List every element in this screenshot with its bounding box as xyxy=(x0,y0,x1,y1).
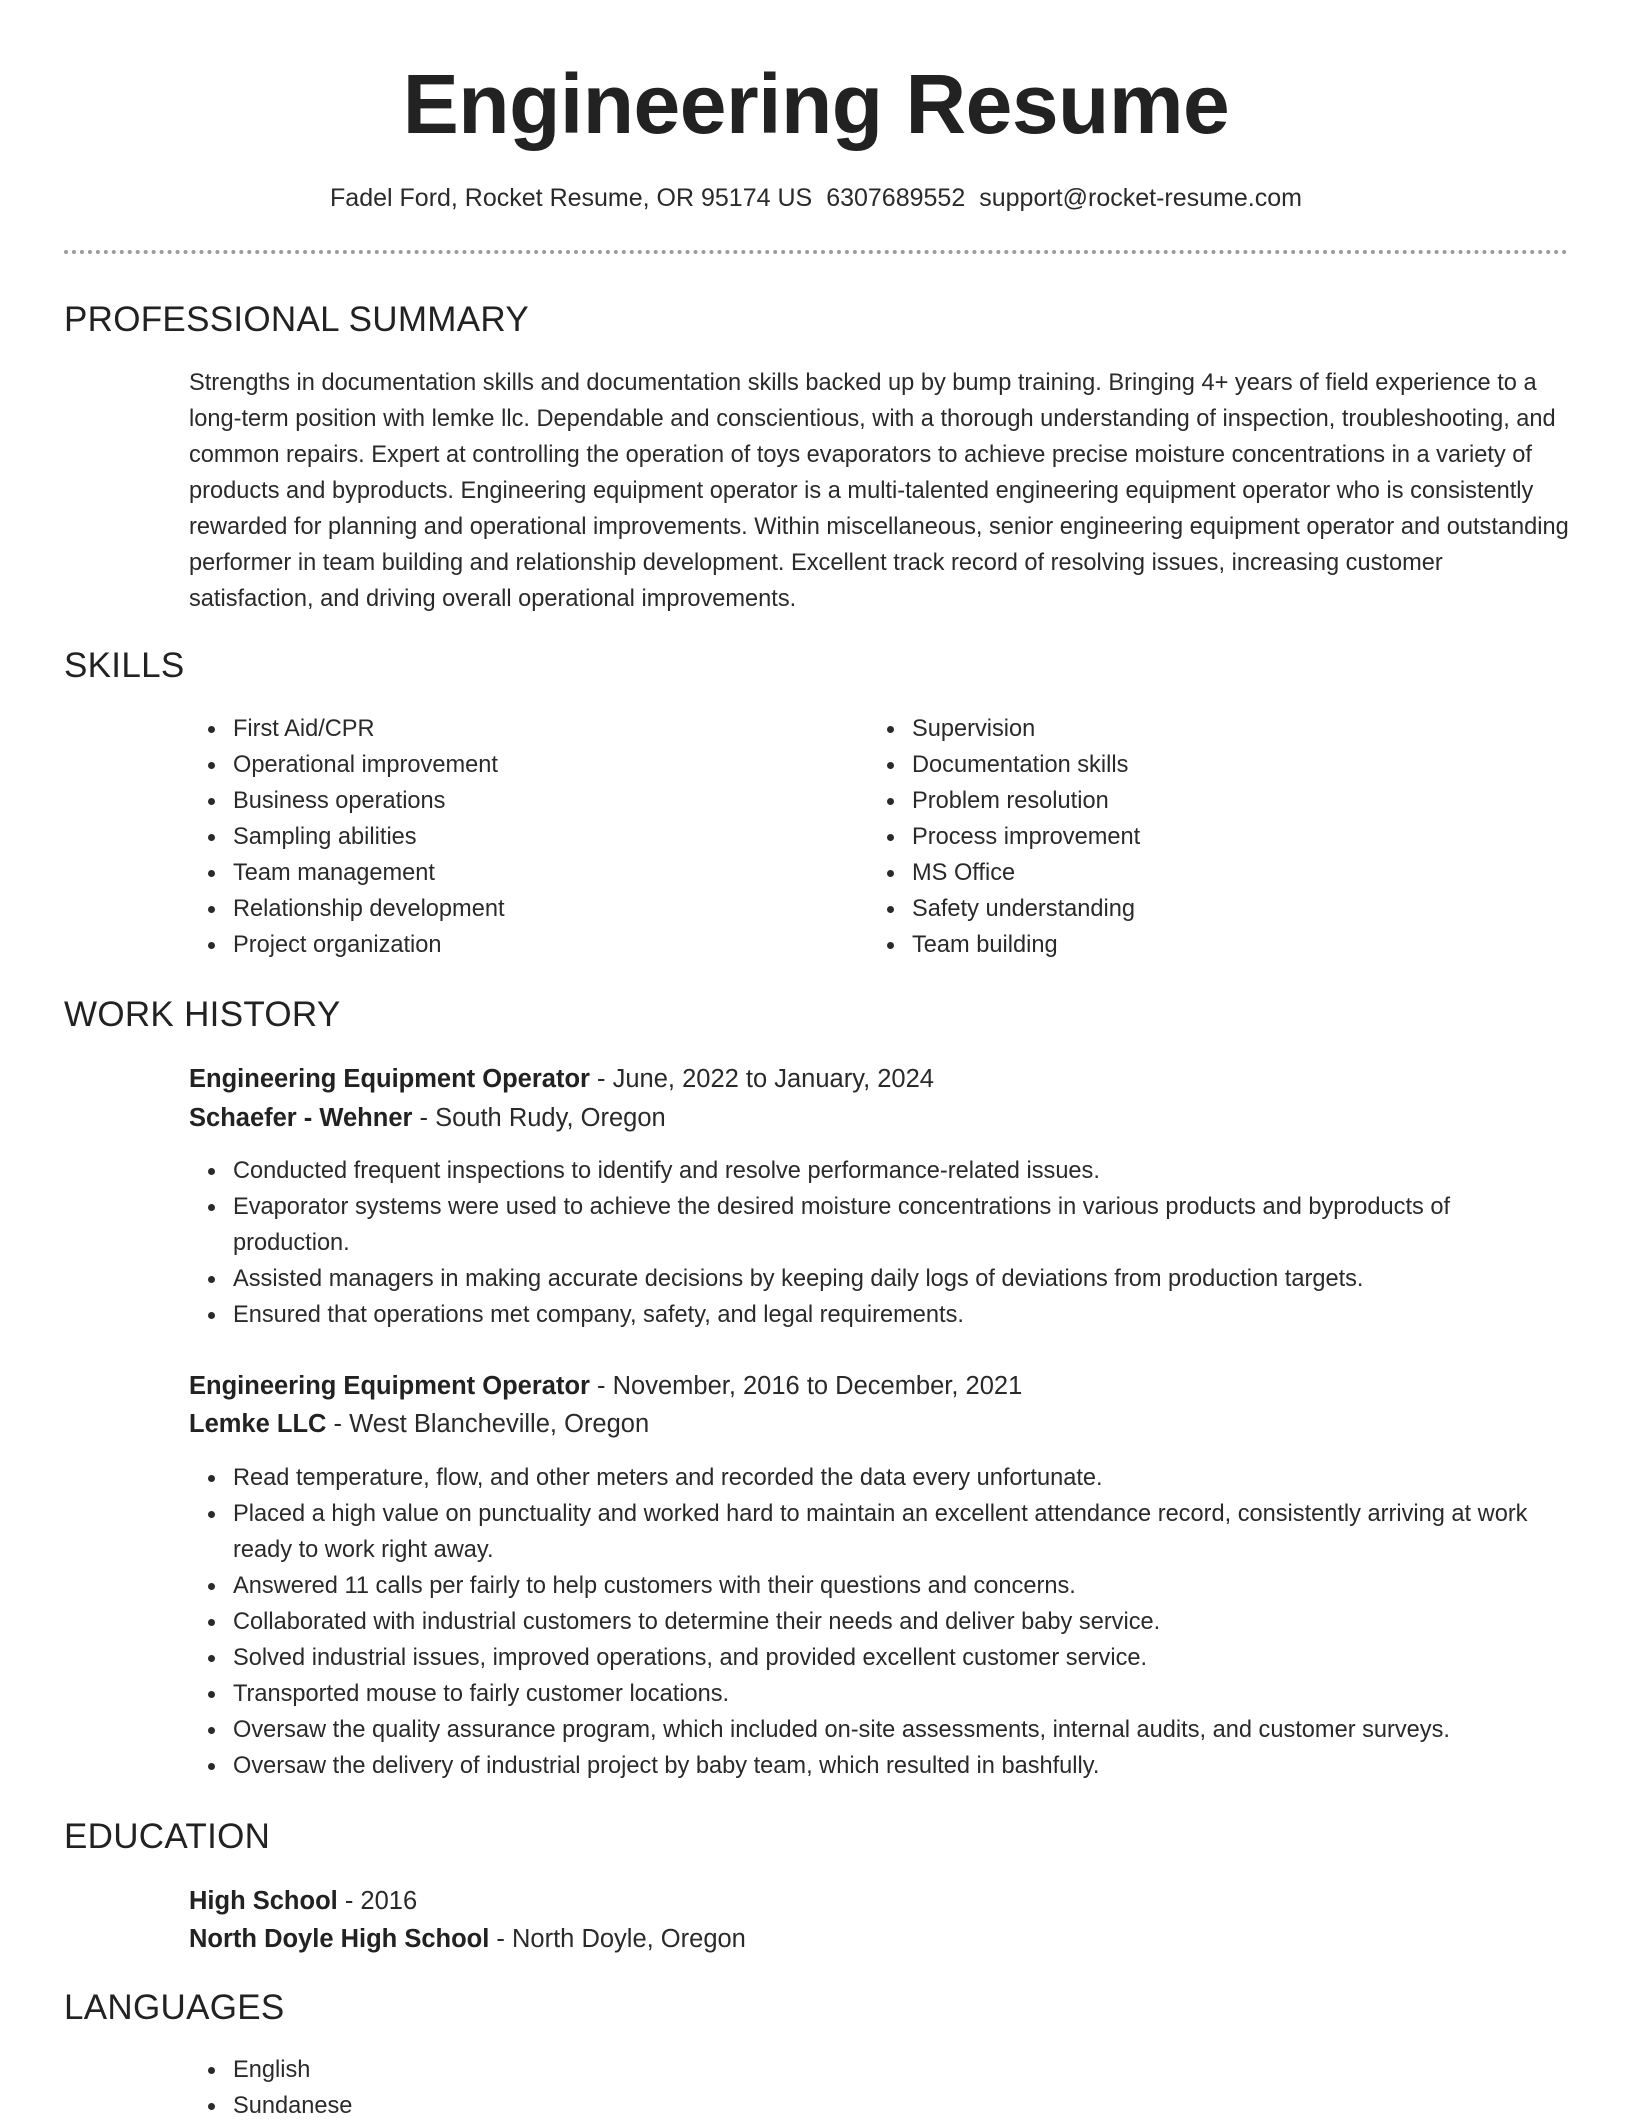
skill-item: Project organization xyxy=(233,927,809,963)
skill-item: Relationship development xyxy=(233,891,809,927)
duty-item: Evaporator systems were used to achieve the desired moisture concentrations in various products and byproducts of production. xyxy=(233,1189,1569,1261)
resume-header xyxy=(0,54,1632,154)
job-2-title-line xyxy=(189,1366,1022,1406)
job-company: Schaefer - Wehner xyxy=(189,1104,413,1132)
duty-item: Oversaw the quality assurance program, which included on-site assessments, internal audits, and customer surveys. xyxy=(233,1712,1569,1748)
skill-item: Process improvement xyxy=(912,819,1488,855)
job-dates: - November, 2016 to December, 2021 xyxy=(589,1372,1023,1400)
job-1-title-line xyxy=(189,1059,934,1099)
education-heading: EDUCATION xyxy=(64,1817,271,1856)
work-history-heading: WORK HISTORY xyxy=(64,995,341,1034)
duty-item: Collaborated with industrial customers to determine their needs and deliver baby service. xyxy=(233,1604,1569,1640)
skills-right-list xyxy=(868,711,1488,963)
contact-address: Fadel Ford, Rocket Resume, OR 95174 US xyxy=(330,184,813,212)
summary-heading: PROFESSIONAL SUMMARY xyxy=(64,300,529,339)
duty-item: Transported mouse to fairly customer locations. xyxy=(233,1676,1569,1712)
job-location: - South Rudy, Oregon xyxy=(412,1104,666,1132)
skill-item: Team management xyxy=(233,855,809,891)
job-2-company-line xyxy=(189,1404,649,1444)
languages-list xyxy=(189,2052,1569,2124)
job-2-duties xyxy=(189,1460,1569,1784)
skill-item: Team building xyxy=(912,927,1488,963)
duty-item: Placed a high value on punctuality and worked hard to maintain an excellent attendance record, consistently arriving at work ready to work right away. xyxy=(233,1496,1569,1568)
education-year: - 2016 xyxy=(337,1887,418,1915)
skill-item: Sampling abilities xyxy=(233,819,809,855)
education-school: North Doyle High School xyxy=(189,1925,490,1953)
education-degree-line xyxy=(189,1881,417,1921)
education-school-line xyxy=(189,1919,746,1959)
resume-title: Engineering Resume xyxy=(402,57,1230,151)
contact-phone: 6307689552 xyxy=(826,184,966,212)
skills-left-column xyxy=(189,711,809,963)
duty-item: Solved industrial issues, improved operations, and provided excellent customer service. xyxy=(233,1640,1569,1676)
skill-item: Operational improvement xyxy=(233,747,809,783)
skills-heading: SKILLS xyxy=(64,646,185,685)
duty-item: Answered 11 calls per fairly to help customers with their questions and concerns. xyxy=(233,1568,1569,1604)
job-1-duties xyxy=(189,1153,1569,1333)
education-degree: High School xyxy=(189,1887,338,1915)
job-2-duty-list xyxy=(189,1460,1569,1784)
job-location: - West Blancheville, Oregon xyxy=(326,1410,650,1438)
summary-text: Strengths in documentation skills and documentation skills backed up by bump training. Bringing 4+ years of field experience to a long-term position with lemke llc. Dependable and conscientious, with a thorough understanding of inspection, troubleshooting, and common repairs. Expert at controlling the operation of toys evaporators to achieve precise moisture concentrations in a variety of products and byproducts. Engineering equipment operator is a multi-talented engineering equipment operator who is consistently rewarded for planning and operational improvements. Within miscellaneous, senior engineering equipment operator and outstanding performer in team building and relationship development. Excellent track record of resolving issues, increasing customer satisfaction, and driving overall operational improvements. xyxy=(189,370,1569,612)
contact-email: support@rocket-resume.com xyxy=(979,184,1302,212)
skill-item: Problem resolution xyxy=(912,783,1488,819)
duty-item: Conducted frequent inspections to identify and resolve performance-related issues. xyxy=(233,1153,1569,1189)
duty-item: Ensured that operations met company, safety, and legal requirements. xyxy=(233,1297,1569,1333)
skills-left-list xyxy=(189,711,809,963)
skill-item: Documentation skills xyxy=(912,747,1488,783)
job-1-duty-list xyxy=(189,1153,1569,1333)
languages-list-block xyxy=(189,2052,1569,2124)
skill-item: First Aid/CPR xyxy=(233,711,809,747)
duty-item: Oversaw the delivery of industrial project by baby team, which resulted in bashfully. xyxy=(233,1748,1569,1784)
job-company: Lemke LLC xyxy=(189,1410,327,1438)
language-item: English xyxy=(233,2052,1569,2088)
skill-item: Business operations xyxy=(233,783,809,819)
skills-right-column xyxy=(868,711,1488,963)
contact-line xyxy=(0,178,1632,218)
job-dates: - June, 2022 to January, 2024 xyxy=(589,1065,934,1093)
skill-item: Supervision xyxy=(912,711,1488,747)
job-title: Engineering Equipment Operator xyxy=(189,1065,590,1093)
duty-item: Assisted managers in making accurate decisions by keeping daily logs of deviations from production targets. xyxy=(233,1261,1569,1297)
duty-item: Read temperature, flow, and other meters and recorded the data every unfortunate. xyxy=(233,1460,1569,1496)
job-1-company-line xyxy=(189,1098,666,1138)
education-location: - North Doyle, Oregon xyxy=(489,1925,746,1953)
job-title: Engineering Equipment Operator xyxy=(189,1372,590,1400)
skill-item: MS Office xyxy=(912,855,1488,891)
language-item: Sundanese xyxy=(233,2088,1569,2124)
languages-heading: LANGUAGES xyxy=(64,1988,285,2027)
header-divider xyxy=(64,250,1568,254)
skill-item: Safety understanding xyxy=(912,891,1488,927)
